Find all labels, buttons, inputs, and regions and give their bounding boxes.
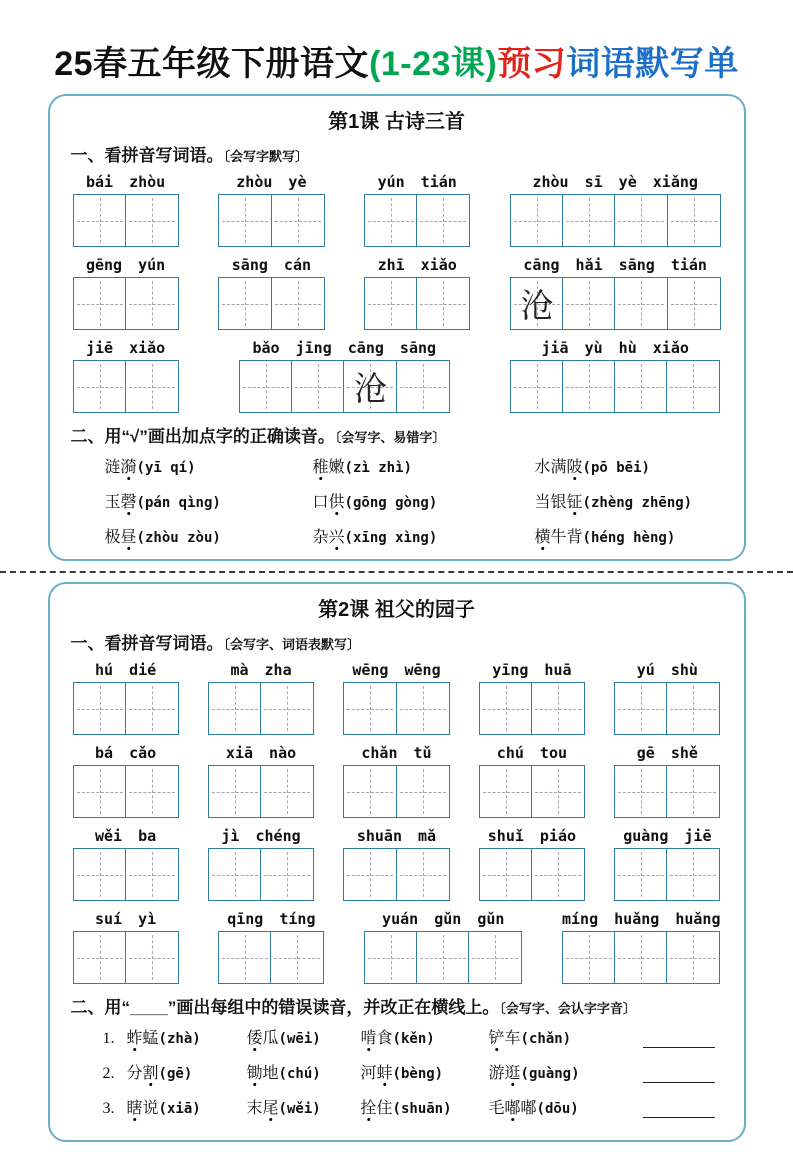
pinyin-label: xiā nào [225,744,297,762]
correction-item-row [103,1025,715,1048]
answer-blank-line [643,1103,715,1118]
pinyin-label: chú tou [496,744,568,762]
pronunciation-item: 稚嫩(zì zhì) [313,454,535,477]
dotted-char: 横 [535,524,551,547]
writing-boxes [364,931,522,984]
writing-cell [260,682,314,735]
writing-cell [364,194,418,247]
writing-boxes [510,194,721,247]
writing-boxes [218,194,324,247]
lesson2-section2-label: 二、用“____”画出每组中的错误读音，并改正在横线上。 [70,998,500,1017]
word-group [73,910,179,984]
word-group [73,339,179,413]
pinyin-label: gē shě [636,744,698,762]
lesson2-section2-heading [71,993,723,1018]
pinyin-label: wēng wēng [352,661,441,679]
pinyin-choices: (dōu) [536,1101,579,1117]
lesson1-section1-heading [71,141,723,166]
pinyin-choices: (zhèng zhēng) [582,495,693,511]
writing-cell [125,848,179,901]
writing-cell [666,682,720,735]
pinyin-label: bǎo jīng cāng sāng [252,339,437,357]
dotted-char: 稚 [313,454,329,477]
pinyin-label: jì chéng [221,827,301,845]
writing-boxes [614,848,720,901]
writing-cell [260,848,314,901]
word-group [479,744,585,818]
writing-cell [343,360,397,413]
writing-boxes [614,682,720,735]
word-group [343,661,449,735]
dotted-char: 瞎 [127,1095,143,1118]
writing-cell [271,194,325,247]
pinyin-label: qīng tíng [227,910,316,928]
writing-cell [614,931,668,984]
pinyin-label: gēng yún [85,256,166,274]
pinyin-label: shuān mǎ [356,827,437,845]
prefilled-char: 沧 [520,286,554,325]
word-group [479,661,585,735]
pinyin-label: yún tián [377,173,457,191]
writing-cell [73,682,127,735]
pronunciation-item: 涟漪(yī qí) [105,454,313,477]
writing-cell [343,765,397,818]
pronunciation-item: 当银钲(zhèng zhēng) [535,489,723,512]
correction-word: 毛嘟嘟(dōu) [489,1095,639,1118]
pinyin-choices: (héng hèng) [582,530,676,546]
correction-item-row [103,1060,715,1083]
writing-cell [614,360,668,413]
dotted-char: 昼 [121,524,137,547]
pinyin-choices: (pō bēi) [582,460,650,476]
lesson2-correction-items [71,1025,723,1118]
writing-cell [531,682,585,735]
writing-boxes [479,682,585,735]
dotted-char: 蚌 [377,1060,393,1083]
correction-word: 末尾(wěi) [247,1095,361,1118]
writing-cell [416,194,470,247]
correction-word: 瞎说(xiā) [127,1095,247,1118]
writing-cell [396,848,450,901]
pinyin-label: míng huǎng huǎng [562,910,721,928]
writing-boxes [73,931,179,984]
dotted-char: 倭 [247,1025,263,1048]
word-group [343,827,449,901]
lesson2-grids [71,661,723,984]
writing-cell [479,765,533,818]
word-group [208,827,314,901]
writing-cell [125,194,179,247]
writing-boxes [73,194,179,247]
dotted-char: 供 [329,489,345,512]
dotted-char: 嘟 [505,1095,521,1118]
lesson1-section1-label: 一、看拼音写词语。 [70,146,224,165]
pinyin-grid-row [73,827,721,901]
dotted-char: 陂 [567,454,583,477]
writing-boxes [73,765,179,818]
dotted-char: 漪 [121,454,137,477]
writing-cell [218,194,272,247]
correction-word: 游逛(guàng) [489,1060,639,1083]
writing-boxes [562,931,720,984]
writing-cell [667,277,721,330]
pinyin-label: guàng jiē [623,827,712,845]
item-number: 2. [102,1065,115,1082]
writing-cell [73,194,127,247]
writing-boxes [510,360,721,413]
correction-word: 锄地(chú) [247,1060,361,1083]
writing-cell [614,277,668,330]
word-group [364,256,470,330]
writing-cell [260,765,314,818]
writing-cell [531,848,585,901]
lesson1-title: 第1课 古诗三首 [328,111,465,133]
word-group [364,910,522,984]
word-group [510,339,721,413]
pinyin-label: bá cǎo [95,744,157,762]
pronunciation-item: 横牛背(héng hèng) [535,524,723,547]
writing-cell [666,931,720,984]
pinyin-choices: (xīng xìng) [344,530,438,546]
word-group [614,661,720,735]
pinyin-choices: (chú) [278,1066,321,1082]
writing-boxes [218,277,324,330]
pinyin-choices: (chǎn) [520,1031,572,1047]
pinyin-choices: (pán qìng) [136,495,221,511]
pinyin-label: hú dié [95,661,157,679]
lesson1-section2-note: 〔会写字、易错字〕 [334,430,446,445]
pinyin-label: yuán gǔn gǔn [382,910,505,928]
writing-cell [510,360,564,413]
pinyin-label: zhī xiǎo [377,256,457,274]
answer-blank-line [643,1068,715,1083]
correction-word: 拴住(shuān) [361,1095,489,1118]
answer-blank-line [643,1033,715,1048]
lesson1-card [48,94,746,561]
pronunciation-item: 口供(gōng gòng) [313,489,535,512]
writing-cell [208,765,262,818]
writing-cell [73,931,127,984]
word-group [510,173,721,247]
writing-boxes [218,931,324,984]
writing-cell [239,360,293,413]
page-cut-dashed-divider [0,571,793,573]
writing-cell [479,848,533,901]
word-group [73,827,179,901]
writing-cell [396,765,450,818]
writing-cell [218,277,272,330]
pinyin-label: bái zhòu [85,173,166,191]
dotted-char: 铲 [489,1025,505,1048]
writing-cell [218,931,272,984]
writing-cell [614,765,668,818]
writing-boxes [73,277,179,330]
writing-boxes [208,848,314,901]
writing-boxes [73,360,179,413]
pronunciation-item: 水满陂(pō bēi) [535,454,723,477]
dotted-char: 逛 [505,1060,521,1083]
writing-boxes [73,682,179,735]
correction-word: 分割(gē) [127,1060,247,1083]
word-group [562,910,721,984]
writing-cell [667,194,721,247]
writing-cell [468,931,522,984]
pinyin-label: jiē xiǎo [85,339,166,357]
writing-cell [125,360,179,413]
writing-cell [271,277,325,330]
writing-cell [614,194,668,247]
title-part-black: 25春五年级下册语文 [54,45,370,83]
prefilled-char: 沧 [353,369,387,408]
pronunciation-item: 极昼(zhòu zòu) [105,524,313,547]
title-part-dictation: 词语默写单 [566,45,739,83]
lesson2-section2-note: 〔会写字、会认字字音〕 [499,1001,636,1016]
pinyin-label: jiā yù hù xiǎo [541,339,689,357]
correction-word: 蚱蜢(zhà) [127,1025,247,1048]
pinyin-grid-row [73,256,721,330]
writing-cell [73,277,127,330]
writing-boxes [343,848,449,901]
dotted-char: 啃 [361,1025,377,1048]
pinyin-label: sāng cán [231,256,312,274]
pinyin-choices: (wēi) [278,1031,321,1047]
writing-cell [562,931,616,984]
pinyin-label: zhòu sī yè xiǎng [532,173,698,191]
writing-cell [73,848,127,901]
correction-word: 铲车(chǎn) [489,1025,639,1048]
dotted-char: 割 [143,1060,159,1083]
writing-boxes [510,277,721,330]
lesson1-grids [71,173,723,413]
title-part-lessons-range: (1-23课) [369,45,498,83]
writing-cell [364,931,418,984]
pinyin-grid-row [73,173,721,247]
writing-cell [270,931,324,984]
writing-cell [562,360,616,413]
word-group [208,744,314,818]
correction-word: 啃食(kěn) [361,1025,489,1048]
writing-cell [396,682,450,735]
writing-boxes [208,765,314,818]
writing-cell [562,194,616,247]
writing-boxes [364,277,470,330]
word-group [614,827,720,901]
pronunciation-item: 杂兴(xīng xìng) [313,524,535,547]
pinyin-choices: (wěi) [278,1101,321,1117]
pinyin-choices: (gōng gòng) [344,495,438,511]
word-group [614,744,720,818]
correction-word: 倭瓜(wēi) [247,1025,361,1048]
pinyin-label: yīng huā [492,661,572,679]
lesson1-section2-label: 二、用“√”画出加点字的正确读音。 [70,427,335,446]
writing-boxes [343,765,449,818]
title-part-preview: 预习 [497,45,567,83]
pinyin-label: zhòu yè [236,173,307,191]
writing-boxes [343,682,449,735]
word-group [73,661,179,735]
writing-cell [343,682,397,735]
lesson2-card [48,582,746,1142]
word-group [208,661,314,735]
writing-cell [666,360,720,413]
writing-cell [614,848,668,901]
page-title [0,36,793,85]
word-group [73,744,179,818]
pinyin-choices: (shuān) [392,1101,452,1117]
pinyin-label: shuǐ piáo [487,827,577,845]
writing-cell [666,765,720,818]
pinyin-label: chǎn tǔ [361,744,432,762]
writing-boxes [479,765,585,818]
pinyin-label: cāng hǎi sāng tián [523,256,707,274]
pinyin-choices: (xiā) [158,1101,201,1117]
writing-cell [125,682,179,735]
writing-cell [125,765,179,818]
dotted-char: 兴 [329,524,345,547]
writing-boxes [73,848,179,901]
writing-boxes [479,848,585,901]
word-group [218,256,324,330]
word-group [73,173,179,247]
writing-cell [510,194,564,247]
pinyin-grid-row [73,661,721,735]
pinyin-label: suí yì [95,910,157,928]
item-number: 3. [102,1100,115,1117]
pronunciation-item: 玉磬(pán qìng) [105,489,313,512]
pinyin-choices: (zhà) [158,1031,201,1047]
writing-cell [125,277,179,330]
writing-cell [208,848,262,901]
pinyin-choices: (zì zhì) [344,460,412,476]
writing-cell [291,360,345,413]
pinyin-grid-row [73,744,721,818]
writing-cell [531,765,585,818]
dotted-char: 拴 [361,1095,377,1118]
word-group [479,827,585,901]
pinyin-choices: (bèng) [392,1066,444,1082]
pinyin-choices: (guàng) [520,1066,580,1082]
writing-cell [416,931,470,984]
writing-cell [396,360,450,413]
writing-boxes [208,682,314,735]
word-group [218,173,324,247]
dotted-char: 磬 [121,489,137,512]
writing-boxes [239,360,450,413]
pinyin-choices: (kěn) [392,1031,435,1047]
dotted-char: 钲 [567,489,583,512]
dotted-char: 尾 [263,1095,279,1118]
lesson2-title: 第2课 祖父的园子 [318,599,475,621]
dotted-char: 蚱 [127,1025,143,1048]
correction-word: 河蚌(bèng) [361,1060,489,1083]
dotted-char: 锄 [247,1060,263,1083]
lesson1-pronunciation-items [105,454,723,547]
writing-cell [125,931,179,984]
word-group [343,744,449,818]
word-group [73,256,179,330]
pinyin-choices: (yī qí) [136,460,196,476]
writing-cell [208,682,262,735]
writing-cell [73,360,127,413]
word-group [510,256,721,330]
writing-cell [510,277,564,330]
writing-cell [73,765,127,818]
writing-cell [364,277,418,330]
lesson2-section1-label: 一、看拼音写词语。 [70,634,224,653]
lesson1-section1-note: 〔会写字默写〕 [223,149,309,164]
pinyin-grid-row [73,910,721,984]
writing-cell [614,682,668,735]
writing-cell [479,682,533,735]
pinyin-label: yú shù [636,661,698,679]
pinyin-choices: (gē) [158,1066,193,1082]
pinyin-grid-row [73,339,721,413]
pinyin-label: wěi ba [95,827,157,845]
word-group [239,339,450,413]
writing-cell [562,277,616,330]
word-group [364,173,470,247]
item-number: 1. [102,1030,115,1047]
word-group [218,910,324,984]
writing-cell [416,277,470,330]
writing-cell [343,848,397,901]
pinyin-choices: (zhòu zòu) [136,530,221,546]
lesson2-section1-note: 〔会写字、词语表默写〕 [223,637,361,652]
writing-boxes [614,765,720,818]
lesson1-section2-heading [71,422,723,447]
lesson2-section1-heading [71,629,723,654]
pinyin-label: mà zha [230,661,292,679]
writing-boxes [364,194,470,247]
writing-cell [666,848,720,901]
correction-item-row [103,1095,715,1118]
